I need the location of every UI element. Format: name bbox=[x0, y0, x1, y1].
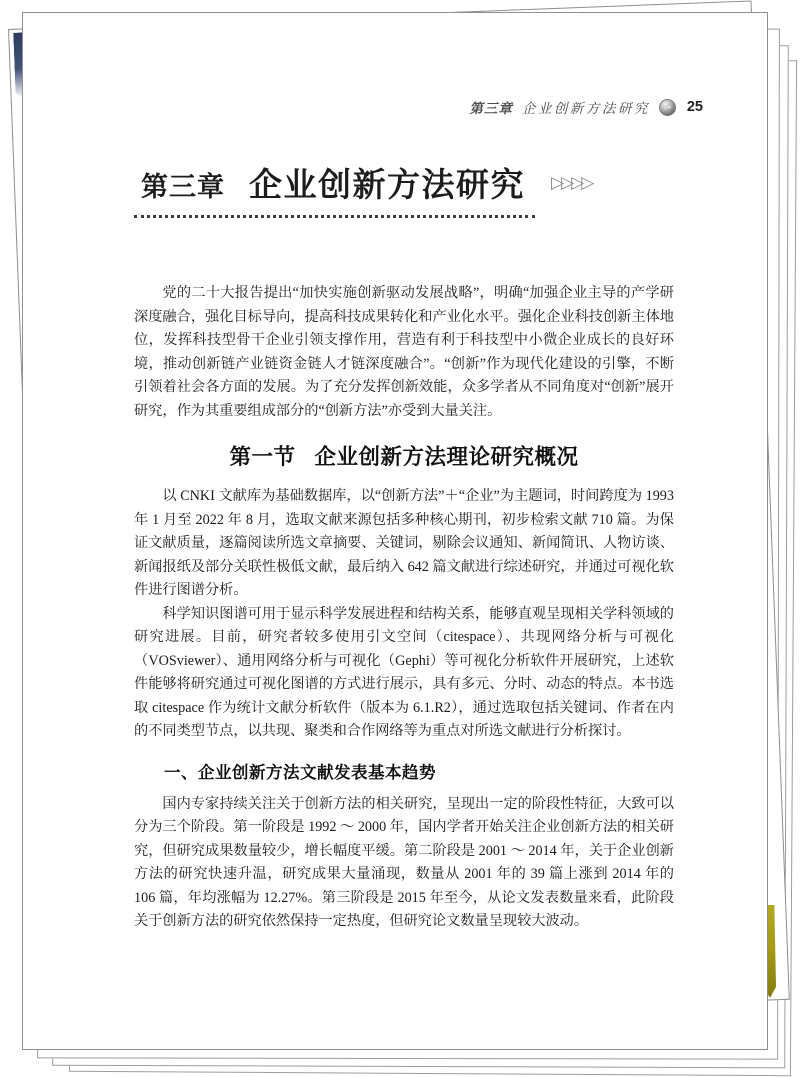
running-header bbox=[469, 97, 703, 117]
subsection-heading: 一、企业创新方法文献发表基本趋势 bbox=[164, 763, 436, 782]
arrow-circle-icon bbox=[659, 99, 676, 116]
page-number: 25 bbox=[686, 99, 703, 115]
chapter-arrows-icon: ▷▷▷▷ bbox=[551, 173, 592, 193]
intro-paragraph: 党的二十大报告提出“加快实施创新驱动发展战略”，明确“加强企业主导的产学研深度融合，强化目标导向，提高科技成果转化和产业化水平。强化企业科技创新主体地位，发挥科技型骨干企业引领支撑作用，营造有利于科技型中小微企业成长的良好环境，推动创新链产业链资金链人才链深度融合”。“创新”作为现代化建设的引擎，不断引领着社会各方面的发展。为了充分发挥创新效能，众多学者从不同角度对“创新”展开研究，作为其重要组成部分的“创新方法”亦受到大量关注。 bbox=[134, 285, 674, 419]
section-title: 企业创新方法理论研究概况 bbox=[314, 445, 579, 469]
main-page bbox=[22, 12, 768, 1050]
running-header-chapter-title: 企业创新方法研究 bbox=[521, 101, 650, 116]
section-paragraph-1: 以 CNKI 文献库为基础数据库，以“创新方法”＋“企业”为主题词，时间跨度为 1993 年 1 月至 2022 年 8 月，选取文献来源包括多种核心期刊，初步检索文献 710 篇。为保证文献质量，逐篇阅读所选文章摘要、关键词，剔除会议通知、新闻简讯、人物访谈、新闻报纸及部分关联性极低文献，最后纳入 642 篇文献进行综述研究，并通过可视化软件进行图谱分析。 bbox=[134, 488, 674, 598]
chapter-heading-underline bbox=[134, 159, 535, 218]
page-content bbox=[134, 159, 674, 934]
subsection-paragraph-1: 国内专家持续关注关于创新方法的相关研究，呈现出一定的阶段性特征，大致可以分为三个阶段。第一阶段是 1992 ～ 2000 年，国内学者开始关注企业创新方法的相关研究，但研究成果数量较少，增长幅度平缓。第二阶段是 2001 ～ 2014 年，关于企业创新方法的研究快速升温，研究成果大量涌现，数量从 2001 年的 39 篇上涨到 2014 年的 106 篇，年均涨幅为 12.27%。第三阶段是 2015 年至今，从论文发表数量来看，此阶段关于创新方法的研究依然保持一定热度，但研究论文数量呈现较大波动。 bbox=[134, 795, 674, 929]
section-heading bbox=[134, 440, 674, 471]
arrow-glyph: → bbox=[659, 98, 675, 114]
chapter-title: 企业创新方法研究 bbox=[249, 168, 525, 204]
chapter-heading bbox=[134, 159, 674, 218]
section-number-label: 第一节 bbox=[229, 445, 296, 469]
section-paragraph-2: 科学知识图谱可用于显示科学发展进程和结构关系，能够直观呈现相关学科领域的研究进展。目前，研究者较多使用引文空间（citespace）、共现网络分析与可视化（VOSviewer）、通用网络分析与可视化（Gephi）等可视化分析软件开展研究，上述软件能够将研究通过可视化图谱的方式进行展示，具有多元、分时、动态的特点。本书选取 citespace 作为统计文献分析软件（版本为 6.1.R2），通过选取包括关键词、作者在内的不同类型节点，以共现、聚类和合作网络等为重点对所选文献进行分析探讨。 bbox=[134, 605, 674, 739]
running-header-chapter-label: 第三章 bbox=[469, 101, 513, 116]
chapter-number-label: 第三章 bbox=[141, 172, 225, 202]
